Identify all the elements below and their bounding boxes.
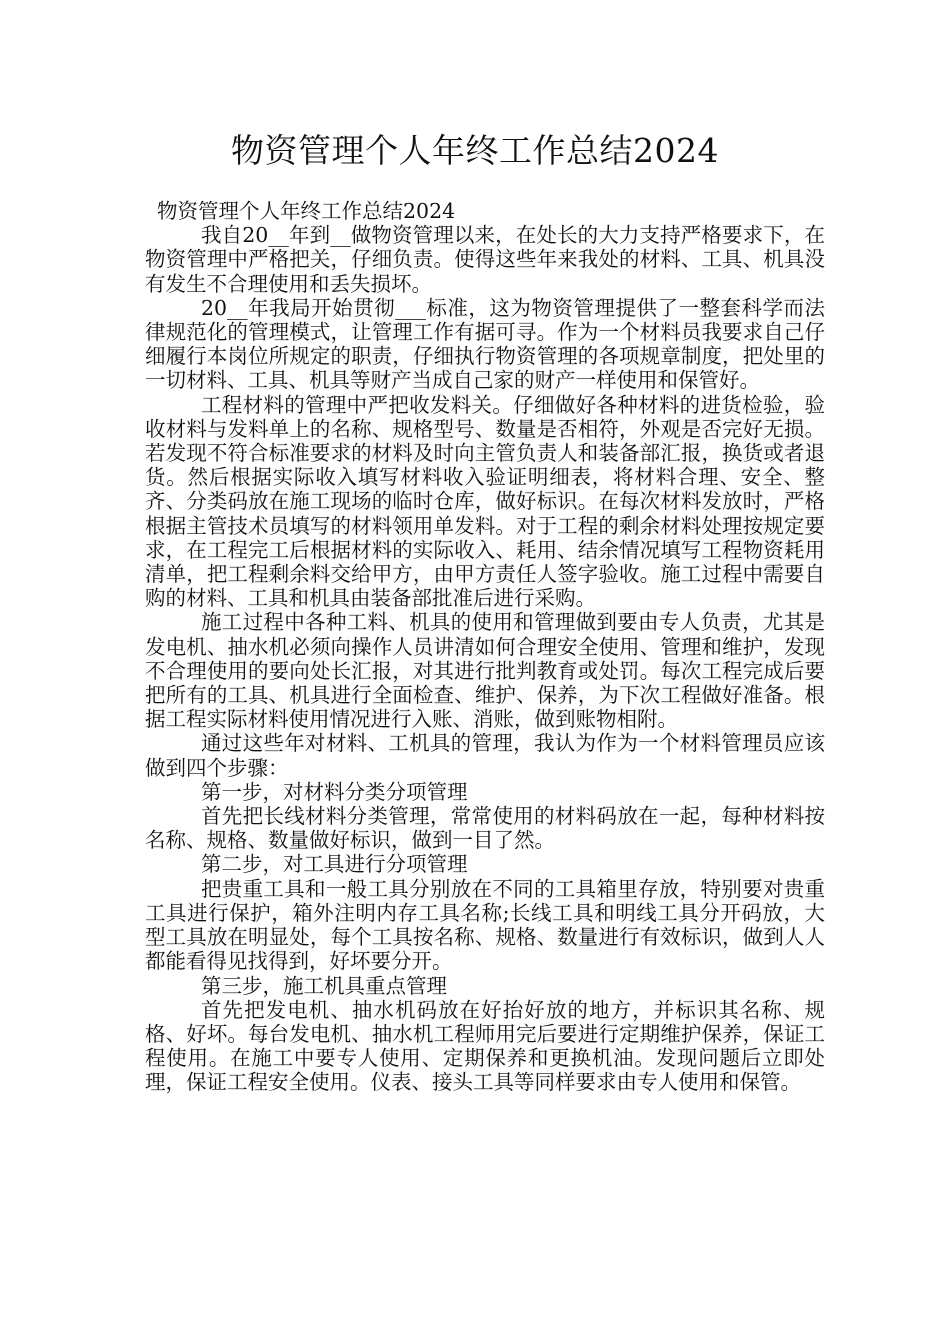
paragraph-intro: 我自20__年到__做物资管理以来，在处长的大力支持严格要求下，在物资管理中严格把关，仔细负责。使得这些年来我处的材料、工具、机具没有发生不合理使用和丢失损坏。	[145, 223, 825, 296]
paragraph-four-steps-intro: 通过这些年对材料、工机具的管理，我认为作为一个材料管理员应该做到四个步骤：	[145, 731, 825, 780]
paragraph-equipment-usage: 施工过程中各种工料、机具的使用和管理做到要由专人负责，尤其是发电机、抽水机必须向操作人员讲清如何合理安全使用、管理和维护，发现不合理使用的要向处长汇报，对其进行批判教育或处罚。每次工程完成后要把所有的工具、机具进行全面检查、维护、保养，为下次工程做好准备。根据工程实际材料使用情况进行入账、消账，做到账物相附。	[145, 610, 825, 732]
document-subtitle: 物资管理个人年终工作总结2024	[157, 199, 456, 223]
step-three-body: 首先把发电机、抽水机码放在好抬好放的地方，并标识其名称、规格、好坏。每台发电机、抽水机工程师用完后要进行定期维护保养，保证工程使用。在施工中要专人使用、定期保养和更换机油。发现问题后立即处理，保证工程安全使用。仪表、接头工具等同样要求由专人使用和保管。	[145, 997, 825, 1095]
step-one-heading: 第一步，对材料分类分项管理	[201, 779, 468, 804]
step-two-body: 把贵重工具和一般工具分别放在不同的工具箱里存放，特别要对贵重工具进行保护，箱外注明内存工具名称;长线工具和明线工具分开码放，大型工具放在明显处，每个工具按名称、规格、数量进行有效标识，做到人人都能看得见找得到，好坏要分开。	[145, 876, 825, 974]
paragraph-standard: 20__年我局开始贯彻___标准，这为物资管理提供了一整套科学而法律规范化的管理模式，让管理工作有据可寻。作为一个材料员我要求自己仔细履行本岗位所规定的职责，仔细执行物资管理的各项规章制度，把处里的一切材料、工具、机具等财产当成自己家的财产一样使用和保管好。	[145, 295, 825, 393]
step-three-heading: 第三步，施工机具重点管理	[201, 973, 447, 998]
step-one-body: 首先把长线材料分类管理，常常使用的材料码放在一起，每种材料按名称、规格、数量做好标识，做到一目了然。	[145, 804, 825, 853]
step-two-heading: 第二步，对工具进行分项管理	[201, 852, 468, 877]
paragraph-material-receiving: 工程材料的管理中严把收发料关。仔细做好各种材料的进货检验，验收材料与发料单上的名称、规格型号、数量是否相符，外观是否完好无损。若发现不符合标准要求的材料及时向主管负责人和装备部汇报，换货或者退货。然后根据实际收入填写材料收入验证明细表，将材料合理、安全、整齐、分类码放在施工现场的临时仓库，做好标识。在每次材料发放时，严格根据主管技术员填写的材料领用单发料。对于工程的剩余材料处理按规定要求，在工程完工后根据材料的实际收入、耗用、结余情况填写工程物资耗用清单，把工程剩余料交给甲方，由甲方责任人签字验收。施工过程中需要自购的材料、工具和机具由装备部批准后进行采购。	[145, 392, 825, 611]
document-body	[145, 199, 825, 1095]
document-title: 物资管理个人年终工作总结2024	[231, 131, 719, 170]
